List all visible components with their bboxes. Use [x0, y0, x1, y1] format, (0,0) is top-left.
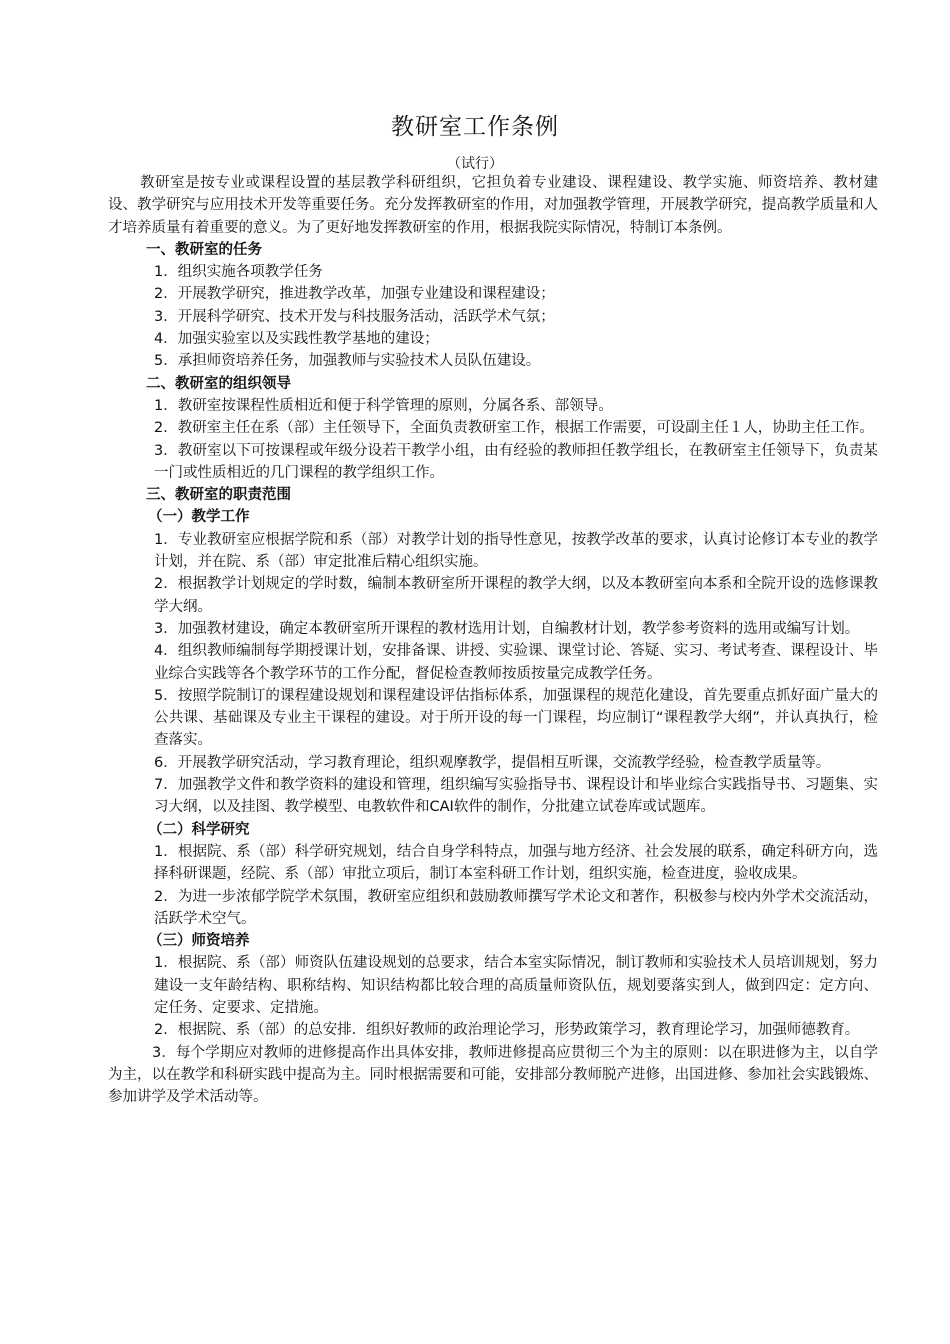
document-title: 教研室工作条例	[391, 114, 559, 140]
subsection-heading: （二）科学研究	[148, 821, 250, 838]
list-item: 2．开展教学研究，推进教学改革，加强专业建设和课程建设；	[154, 286, 555, 303]
list-item: 2．根据院、系（部）的总安排．组织好教师的政治理论学习，形势政策学习，教育理论学习，加强师德教育。	[154, 1022, 860, 1039]
list-item: 3．加强教材建设，确定本教研室所开课程的教材选用计划，自编教材计划，教学参考资料的选用或编写计划。	[154, 620, 860, 637]
document-subtitle: （试行）	[447, 156, 503, 172]
subsection-heading: （三）师资培养	[148, 933, 250, 950]
last-paragraph: 3．每个学期应对教师的进修提高作出具体安排，教师进修提高应贯彻三个为主的原则：以在职进修为主，以自学为主，以在教学和科研实践中提高为主。同时根据需要和可能，安排部分教师脱产进修，出国进修、参加社会实践锻炼、参加讲学及学术活动等。	[108, 1044, 878, 1106]
list-item: 1．教研室按课程性质相近和便于科学管理的原则，分属各系、部领导。	[154, 397, 613, 414]
list-item: 4．加强实验室以及实践性教学基地的建设；	[154, 331, 439, 348]
list-item: 1．组织实施各项教学任务	[154, 264, 323, 281]
section-heading: 二、教研室的组织领导	[146, 375, 291, 392]
list-item: 2．为进一步浓郁学院学术氛围，教研室应组织和鼓励教师撰写学术论文和著作，积极参与校内外学术交流活动，活跃学术空气。	[154, 888, 878, 927]
list-item: 3．开展科学研究、技术开发与科技服务活动，活跃学术气氛；	[154, 308, 555, 325]
list-item: 1．根据院、系（部）师资队伍建设规划的总要求，结合本室实际情况，制订教师和实验技术人员培训规划，努力建设一支年龄结构、职称结构、知识结构都比较合理的高质量师资队伍，规划要落实到人，做到四定：定方向、定任务、定要求、定措施。	[154, 955, 878, 1016]
list-item: 2．根据教学计划规定的学时数，编制本教研室所开课程的教学大纲，以及本教研室向本系和全院开设的选修课教学大纲。	[154, 576, 878, 615]
intro-paragraph: 教研室是按专业或课程设置的基层教学科研组织，它担负着专业建设、课程建设、教学实施、师资培养、教材建设、教学研究与应用技术开发等重要任务。充分发挥教研室的作用，对加强教学管理，开展教学研究，提高教学质量和人才培养质量有着重要的意义。为了更好地发挥教研室的作用，根据我院实际情况，特制订本条例。	[108, 175, 878, 236]
list-item: 6．开展教学研究活动，学习教育理论，组织观摩教学，提倡相互听课，交流教学经验，检查教学质量等。	[154, 754, 831, 771]
list-item: 4．组织教师编制每学期授课计划，安排备课、讲授、实验课、课堂讨论、答疑、实习、考试考查、课程设计、毕业综合实践等各个教学环节的工作分配，督促检查教师按质按量完成教学任务。	[154, 643, 878, 682]
list-item: 2．教研室主任在系（部）主任领导下，全面负责教研室工作，根据工作需要，可设副主任１人，协助主任工作。	[154, 420, 874, 437]
list-item: 1．根据院、系（部）科学研究规划，结合自身学科特点，加强与地方经济、社会发展的联系，确定科研方向，选择科研课题，经院、系（部）审批立项后，制订本室科研工作计划，组织实施，检查进度，验收成果。	[154, 843, 878, 883]
list-item: 5．按照学院制订的课程建设规划和课程建设评估指标体系，加强课程的规范化建设，首先要重点抓好面广量大的公共课、基础课及专业主干课程的建设。对于所开设的每一门课程，均应制订“课程教学大纲”，并认真执行，检查落实。	[154, 687, 878, 749]
section-heading: 三、教研室的职责范围	[146, 487, 291, 504]
list-item: 1．专业教研室应根据学院和系（部）对教学计划的指导性意见，按教学改革的要求，认真讨论修订本专业的教学计划，并在院、系（部）审定批准后精心组织实施。	[154, 531, 878, 571]
subsection-heading: （一）教学工作	[148, 509, 250, 526]
list-item: 5．承担师资培养任务，加强教师与实验技术人员队伍建设。	[154, 353, 541, 370]
list-item: 7．加强教学文件和教学资料的建设和管理，组织编写实验指导书、课程设计和毕业综合实践指导书、习题集、实习大纲，以及挂图、教学模型、电教软件和CAI软件的制作，分批建立试卷库或试题库。	[154, 777, 878, 816]
document-body	[108, 172, 878, 1108]
list-item: 3．教研室以下可按课程或年级分设若干教学小组，由有经验的教师担任教学组长，在教研室主任领导下，负责某一门或性质相近的几门课程的教学组织工作。	[154, 442, 878, 481]
section-heading: 一、教研室的任务	[146, 241, 262, 258]
